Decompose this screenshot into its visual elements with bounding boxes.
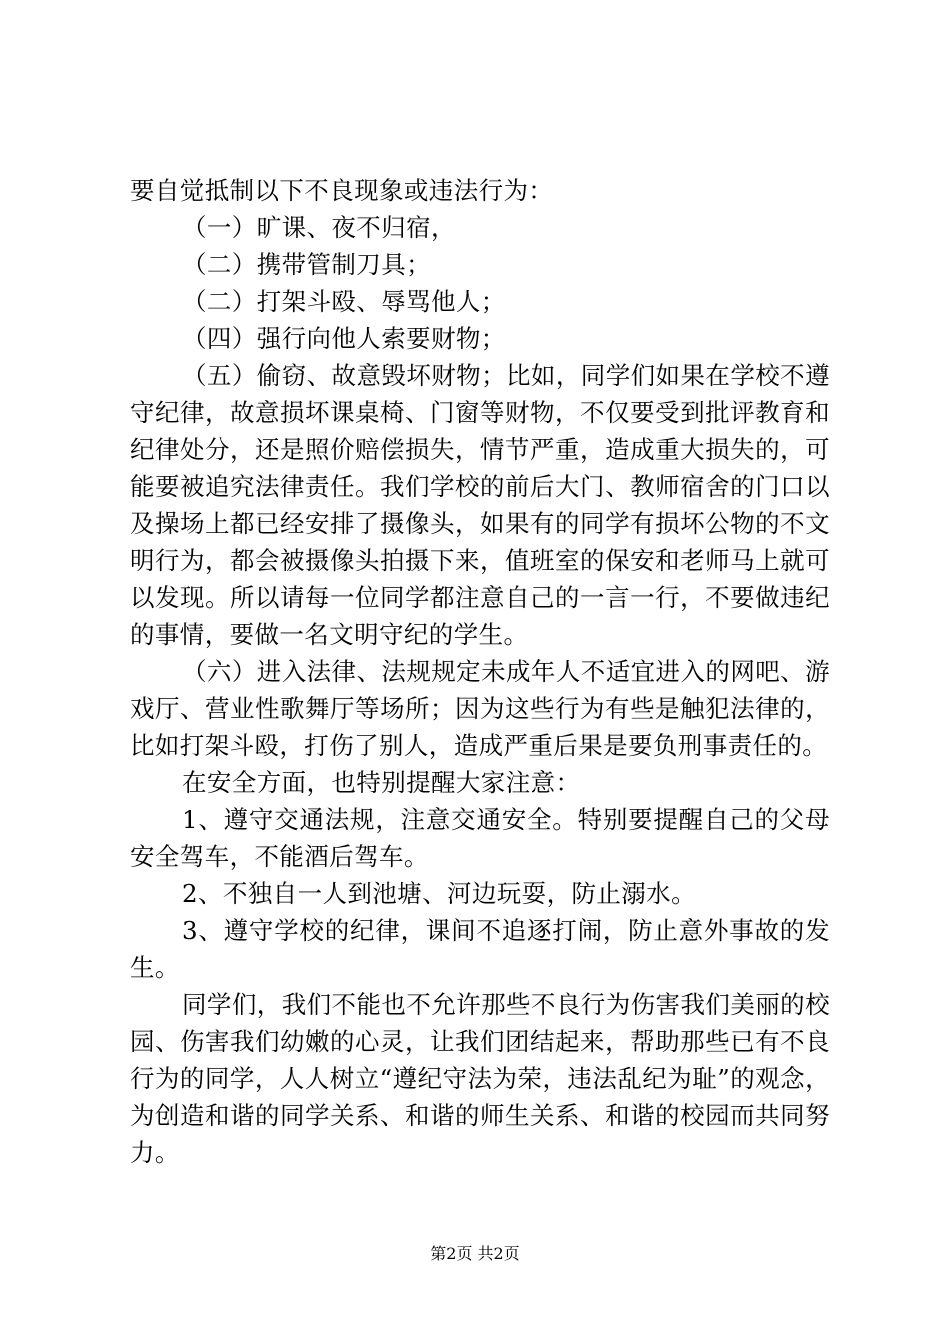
document-body: [130, 172, 830, 1171]
paragraph-intro: 要自觉抵制以下不良现象或违法行为：: [130, 176, 554, 205]
paragraph-item-1: （一）旷课、夜不归宿，: [182, 213, 456, 242]
paragraph-conclusion: 同学们，我们不能也不允许那些不良行为伤害我们美丽的校园、伤害我们幼嫩的心灵，让我们团结起来，帮助那些已有不良行为的同学，人人树立“遵纪守法为荣，违法乱纪为耻”的观念，为创造和谐的同学关系、和谐的师生关系、和谐的校园而共同努力。: [130, 990, 830, 1167]
page-number-footer: 第2页 共2页: [430, 1244, 520, 1263]
paragraph-item-2: （二）携带管制刀具；: [182, 250, 431, 279]
paragraph-item-4: （四）强行向他人索要财物；: [182, 324, 506, 353]
paragraph-safety-intro: 在安全方面，也特别提醒大家注意：: [182, 768, 581, 797]
paragraph-item-6: （六）进入法律、法规规定未成年人不适宜进入的网吧、游戏厅、营业性歌舞厅等场所；因为这些行为有些是触犯法律的，比如打架斗殴，打伤了别人，造成严重后果是要负刑事责任的。: [130, 657, 830, 760]
paragraph-item-5: （五）偷窃、故意毁坏财物；比如，同学们如果在学校不遵守纪律，故意损坏课桌椅、门窗等财物，不仅要受到批评教育和纪律处分，还是照价赔偿损失，情节严重，造成重大损失的，可能要被追究法律责任。我们学校的前后大门、教师宿舍的门口以及操场上都已经安排了摄像头，如果有的同学有损坏公物的不文明行为，都会被摄像头拍摄下来，值班室的保安和老师马上就可以发现。所以请每一位同学都注意自己的一言一行，不要做违纪的事情，要做一名文明守纪的学生。: [130, 361, 830, 649]
paragraph-safety-1: 1、遵守交通法规，注意交通安全。特别要提醒自己的父母安全驾车，不能酒后驾车。: [130, 805, 830, 871]
paragraph-safety-2: 2、不独自一人到池塘、河边玩耍，防止溺水。: [182, 879, 696, 908]
paragraph-safety-3: 3、遵守学校的纪律，课间不追逐打闹，防止意外事故的发生。: [130, 916, 830, 982]
paragraph-item-3: （二）打架斗殴、辱骂他人；: [182, 287, 506, 316]
